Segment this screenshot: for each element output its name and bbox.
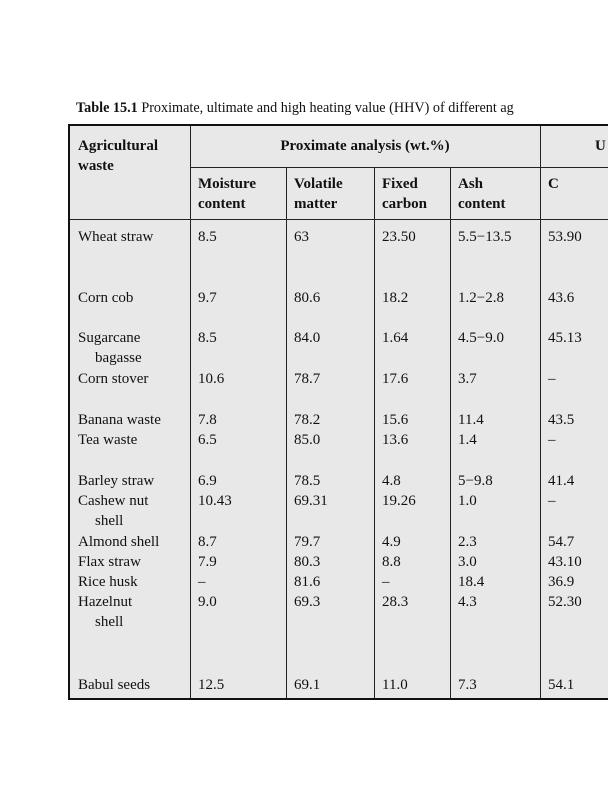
row-name-line: Corn stover: [78, 371, 149, 387]
cell-volatile: 63: [294, 229, 309, 245]
cell-ash: 18.4: [458, 574, 485, 590]
cell-moisture: 8.7: [198, 534, 217, 550]
cell-fixed: 4.9: [382, 534, 401, 550]
row-waste-name: [78, 675, 150, 695]
col-rule: [286, 168, 287, 698]
col-rule: [190, 126, 191, 698]
cell-moisture: 10.43: [198, 493, 232, 509]
row-name-line: Flax straw: [78, 554, 141, 570]
cell-moisture: 7.8: [198, 412, 217, 428]
cell-volatile: 85.0: [294, 432, 321, 448]
row-waste-name: [78, 410, 161, 430]
row-waste-name: [78, 491, 148, 531]
header-text: waste: [78, 158, 114, 174]
col-rule: [540, 126, 541, 698]
cell-fixed: 23.50: [382, 229, 416, 245]
row-name-line: shell: [95, 614, 124, 630]
cell-c: 54.1: [548, 677, 575, 693]
row-waste-name: [78, 227, 153, 247]
header-subrule: [190, 167, 608, 168]
row-name-line: Babul seeds: [78, 677, 151, 693]
cell-volatile: 69.31: [294, 493, 328, 509]
cell-ash: 11.4: [458, 412, 484, 428]
cell-volatile: 69.1: [294, 677, 321, 693]
cell-moisture: 12.5: [198, 677, 225, 693]
cell-volatile: 78.2: [294, 412, 321, 428]
cell-ash: 7.3: [458, 677, 477, 693]
header-text: content: [458, 196, 506, 212]
table-caption: [76, 99, 514, 117]
header-rule: [70, 219, 608, 220]
cell-fixed: 17.6: [382, 371, 409, 387]
cell-moisture: 8.5: [198, 330, 217, 346]
header-text: Volatile: [294, 176, 343, 192]
col-rule: [450, 168, 451, 698]
cell-moisture: 6.9: [198, 473, 217, 489]
cell-fixed: 18.2: [382, 290, 409, 306]
cell-volatile: 84.0: [294, 330, 321, 346]
row-waste-name: [78, 592, 132, 632]
row-waste-name: [78, 532, 159, 552]
row-waste-name: [78, 328, 142, 368]
cell-c: 43.10: [548, 554, 582, 570]
cell-volatile: 69.3: [294, 594, 321, 610]
cell-fixed: 4.8: [382, 473, 401, 489]
table-label: Table 15.1: [76, 100, 138, 116]
row-waste-name: [78, 430, 137, 450]
header-proximate-analysis: Proximate analysis (wt.%): [280, 138, 450, 154]
cell-volatile: 78.5: [294, 473, 321, 489]
header-text: carbon: [382, 196, 427, 212]
cell-fixed: 11.0: [382, 677, 408, 693]
cell-volatile: 80.3: [294, 554, 321, 570]
cell-moisture: 6.5: [198, 432, 217, 448]
row-waste-name: [78, 552, 141, 572]
row-waste-name: [78, 572, 138, 592]
cell-c: 43.6: [548, 290, 575, 306]
header-text: content: [198, 196, 246, 212]
cell-ash: 4.3: [458, 594, 477, 610]
cell-fixed: –: [382, 574, 390, 590]
table-title: Proximate, ultimate and high heating value (HHV) of different ag: [141, 100, 514, 116]
cell-fixed: 28.3: [382, 594, 409, 610]
header-text: Moisture: [198, 176, 257, 192]
row-waste-name: [78, 369, 148, 389]
cell-moisture: 10.6: [198, 371, 225, 387]
cell-ash: 2.3: [458, 534, 477, 550]
cell-ash: 3.0: [458, 554, 477, 570]
cell-ash: 5.5−13.5: [458, 229, 512, 245]
cell-fixed: 13.6: [382, 432, 409, 448]
cell-ash: 4.5−9.0: [458, 330, 504, 346]
cell-ash: 3.7: [458, 371, 477, 387]
row-name-line: Wheat straw: [78, 229, 154, 245]
cell-volatile: 79.7: [294, 534, 321, 550]
header-text: Ash: [458, 176, 484, 192]
cell-c: 36.9: [548, 574, 575, 590]
row-name-line: Corn cob: [78, 290, 134, 306]
row-name-line: bagasse: [95, 350, 142, 366]
cell-ash: 1.4: [458, 432, 477, 448]
row-waste-name: [78, 471, 154, 491]
cell-ash: 5−9.8: [458, 473, 493, 489]
cell-ash: 1.2−2.8: [458, 290, 504, 306]
row-waste-name: [78, 288, 133, 308]
row-name-line: Sugarcane: [78, 330, 141, 346]
header-text: matter: [294, 196, 338, 212]
header-carbon: C: [548, 176, 559, 192]
cell-moisture: 7.9: [198, 554, 217, 570]
cell-c: 53.90: [548, 229, 582, 245]
cell-volatile: 80.6: [294, 290, 321, 306]
header-moisture: [198, 174, 256, 214]
row-name-line: shell: [95, 513, 124, 529]
cell-c: 52.30: [548, 594, 582, 610]
cell-ash: 1.0: [458, 493, 477, 509]
cell-moisture: –: [198, 574, 206, 590]
cell-fixed: 15.6: [382, 412, 409, 428]
cell-c: –: [548, 432, 556, 448]
header-text: Fixed: [382, 176, 418, 192]
row-name-line: Hazelnut: [78, 594, 133, 610]
cell-moisture: 9.0: [198, 594, 217, 610]
cell-fixed: 1.64: [382, 330, 409, 346]
header-ultimate-analysis: U: [595, 138, 606, 154]
cell-volatile: 81.6: [294, 574, 321, 590]
cell-c: –: [548, 493, 556, 509]
header-ash: [458, 174, 506, 214]
cell-c: 54.7: [548, 534, 575, 550]
row-name-line: Banana waste: [78, 412, 161, 428]
cell-c: –: [548, 371, 556, 387]
cell-fixed: 8.8: [382, 554, 401, 570]
cell-c: 45.13: [548, 330, 582, 346]
cell-moisture: 8.5: [198, 229, 217, 245]
row-name-line: Rice husk: [78, 574, 138, 590]
header-fixed-carbon: [382, 174, 427, 214]
cell-volatile: 78.7: [294, 371, 321, 387]
header-agricultural-waste: [78, 136, 158, 176]
cell-c: 43.5: [548, 412, 575, 428]
header-volatile: [294, 174, 343, 214]
cell-moisture: 9.7: [198, 290, 217, 306]
row-name-line: Almond shell: [78, 534, 160, 550]
data-table: [68, 124, 608, 700]
row-name-line: Tea waste: [78, 432, 138, 448]
col-rule: [374, 168, 375, 698]
row-name-line: Cashew nut: [78, 493, 149, 509]
row-name-line: Barley straw: [78, 473, 155, 489]
cell-fixed: 19.26: [382, 493, 416, 509]
header-text: Agricultural: [78, 138, 158, 154]
cell-c: 41.4: [548, 473, 575, 489]
